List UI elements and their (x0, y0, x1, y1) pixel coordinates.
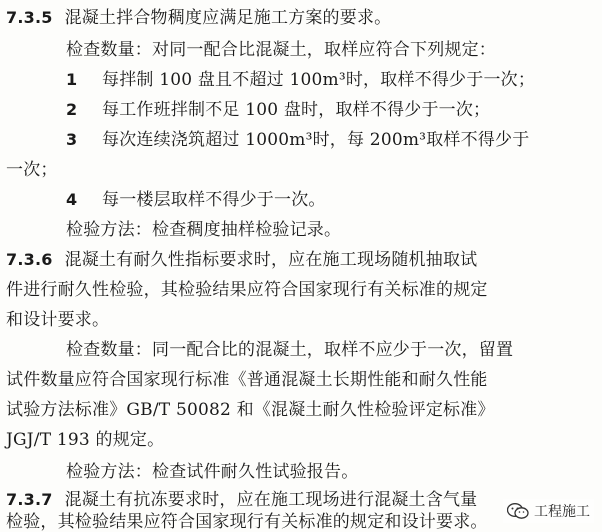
check-quantity-text: 检查数量：对同一配合比混凝土，取样应符合下列规定： (66, 40, 496, 60)
section-7-3-7-heading: 7.3.7 混凝土有抗冻要求时，应在施工现场进行混凝土含气量 (6, 490, 478, 510)
inspection-method-text: 检验方法：检查稠度抽样检验记录。 (66, 220, 342, 240)
section-text: 混凝土拌合物稠度应满足施工方案的要求。 (64, 8, 392, 28)
paragraph-line: 检验，其检验结果应符合国家现行有关标准的规定和设计要求。 (6, 512, 488, 532)
list-item: 3 每次连续浇筑超过 1000m³时，每 200m³取样不得少于 (66, 130, 530, 150)
section-number: 7.3.5 (6, 8, 53, 27)
list-item: 2 每工作班拌制不足 100 盘时，取样不得少于一次； (66, 100, 491, 120)
section-7-3-5-heading (6, 8, 391, 28)
wechat-icon (507, 502, 529, 520)
paragraph-line: 试验方法标准》GB/T 50082 和《混凝土耐久性检验评定标准》 (6, 400, 495, 420)
list-item-continuation: 一次； (6, 160, 58, 180)
watermark (503, 499, 594, 523)
section-number: 7.3.7 (6, 490, 53, 509)
section-7-3-6-heading: 7.3.6 混凝土有耐久性指标要求时，应在施工现场随机抽取试 (6, 250, 478, 270)
inspection-method-text: 检验方法：检查试件耐久性试验报告。 (66, 462, 359, 482)
paragraph-line: 件进行耐久性检验，其检验结果应符合国家现行有关标准的规定 (6, 280, 488, 300)
watermark-text: 工程施工 (534, 504, 590, 520)
paragraph-line: 和设计要求。 (6, 310, 110, 330)
check-quantity-text: 检查数量：同一配合比的混凝土，取样不应少于一次，留置 (66, 340, 514, 360)
paragraph-line: 试件数量应符合国家现行标准《普通混凝土长期性能和耐久性能 (6, 370, 488, 390)
list-item: 1 每拌制 100 盘且不超过 100m³时，取样不得少于一次； (66, 70, 536, 90)
list-item: 4 每一楼层取样不得少于一次。 (66, 190, 326, 210)
paragraph-line: JGJ/T 193 的规定。 (6, 430, 165, 450)
section-number: 7.3.6 (6, 250, 53, 269)
